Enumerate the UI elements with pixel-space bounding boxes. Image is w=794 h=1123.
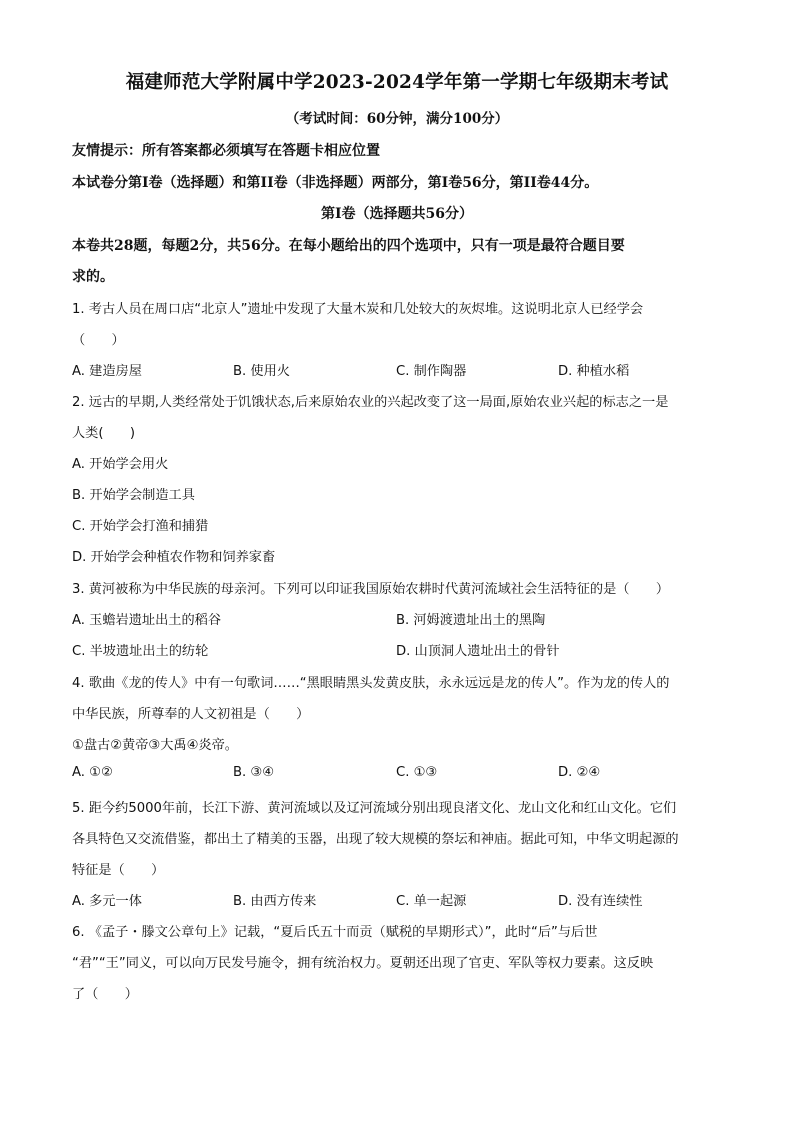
q5-option-c[interactable]: C. 单一起源	[396, 894, 467, 909]
q4-option-a[interactable]: A. ①②	[72, 765, 113, 780]
q4-option-d[interactable]: D. ②④	[558, 765, 601, 780]
q1-option-b[interactable]: B. 使用火	[233, 364, 290, 379]
exam-title: 福建师范大学附属中学2023-2024学年第一学期七年级期末考试	[125, 72, 669, 93]
q6-stem-line-1: 6. 《孟子・滕文公章句上》记载，“夏后氏五十而贡（赋税的早期形式）”，此时“后”与后世	[72, 925, 598, 940]
q4-stem-line-3: ①盘古②黄帝③大禹④炎帝。	[72, 738, 238, 753]
q4-option-b[interactable]: B. ③④	[233, 765, 275, 780]
instructions-line-2: 求的。	[72, 269, 114, 285]
instructions-line-1: 本卷共28题，每题2分，共56分。在每小题给出的四个选项中，只有一项是最符合题目要	[72, 238, 625, 254]
q2-option-a[interactable]: A. 开始学会用火	[72, 457, 169, 472]
q2-option-c[interactable]: C. 开始学会打渔和捕猎	[72, 519, 209, 534]
q1-option-d[interactable]: D. 种植水稻	[558, 364, 630, 379]
q1-option-c[interactable]: C. 制作陶器	[396, 364, 467, 379]
q5-option-b[interactable]: B. 由西方传来	[233, 894, 317, 909]
q1-stem-line-1: 1. 考古人员在周口店“北京人”遗址中发现了大量木炭和几处较大的灰烬堆。这说明北京人已经学会	[72, 302, 644, 317]
q5-stem-line-2: 各具特色又交流借鉴，都出土了精美的玉器，出现了较大规模的祭坛和神庙。据此可知，中华文明起源的	[72, 832, 679, 847]
q3-stem-line-1: 3. 黄河被称为中华民族的母亲河。下列可以印证我国原始农耕时代黄河流域社会生活特征的是（ ）	[72, 582, 670, 597]
q4-stem-line-2: 中华民族，所尊奉的人文初祖是（ ）	[72, 707, 310, 722]
q1-option-a[interactable]: A. 建造房屋	[72, 364, 142, 379]
q3-option-d[interactable]: D. 山顶洞人遗址出土的骨针	[396, 644, 560, 659]
q1-stem-line-2: （ ）	[72, 333, 125, 348]
q2-stem-line-2: 人类( )	[72, 426, 136, 441]
tip-text: 友情提示：所有答案都必须填写在答题卡相应位置	[72, 143, 380, 159]
q5-option-d[interactable]: D. 没有连续性	[558, 894, 643, 909]
q4-stem-line-1: 4. 歌曲《龙的传人》中有一句歌词……“黑眼睛黑头发黄皮肤，永永远远是龙的传人”。作为龙的传人的	[72, 676, 670, 691]
q2-option-b[interactable]: B. 开始学会制造工具	[72, 488, 195, 503]
part1-title: 第Ⅰ卷（选择题共56分）	[320, 206, 474, 222]
q5-stem-line-3: 特征是（ ）	[72, 863, 165, 878]
q5-option-a[interactable]: A. 多元一体	[72, 894, 142, 909]
q5-stem-line-1: 5. 距今约5000年前，长江下游、黄河流域以及辽河流域分别出现良渚文化、龙山文化和红山文化。它们	[72, 801, 677, 816]
q3-option-b[interactable]: B. 河姆渡遗址出土的黑陶	[396, 613, 546, 628]
q2-stem-line-1: 2. 远古的早期,人类经常处于饥饿状态,后来原始农业的兴起改变了这一局面,原始农业兴起的标志之一是	[72, 395, 669, 410]
q4-option-c[interactable]: C. ①③	[396, 765, 438, 780]
structure-text: 本试卷分第Ⅰ卷（选择题）和第II卷（非选择题）两部分，第Ⅰ卷56分，第II卷44分。	[72, 175, 599, 191]
q3-option-c[interactable]: C. 半坡遗址出土的纺轮	[72, 644, 209, 659]
q6-stem-line-2: “君”“王”同义，可以向万民发号施令，拥有统治权力。夏朝还出现了官吏、军队等权力要素。这反映	[72, 956, 654, 971]
q2-option-d[interactable]: D. 开始学会种植农作物和饲养家畜	[72, 550, 276, 565]
q3-option-a[interactable]: A. 玉蟾岩遗址出土的稻谷	[72, 613, 222, 628]
exam-subtitle: （考试时间：60分钟，满分100分）	[285, 111, 509, 127]
q6-stem-line-3: 了（ ）	[72, 987, 138, 1002]
